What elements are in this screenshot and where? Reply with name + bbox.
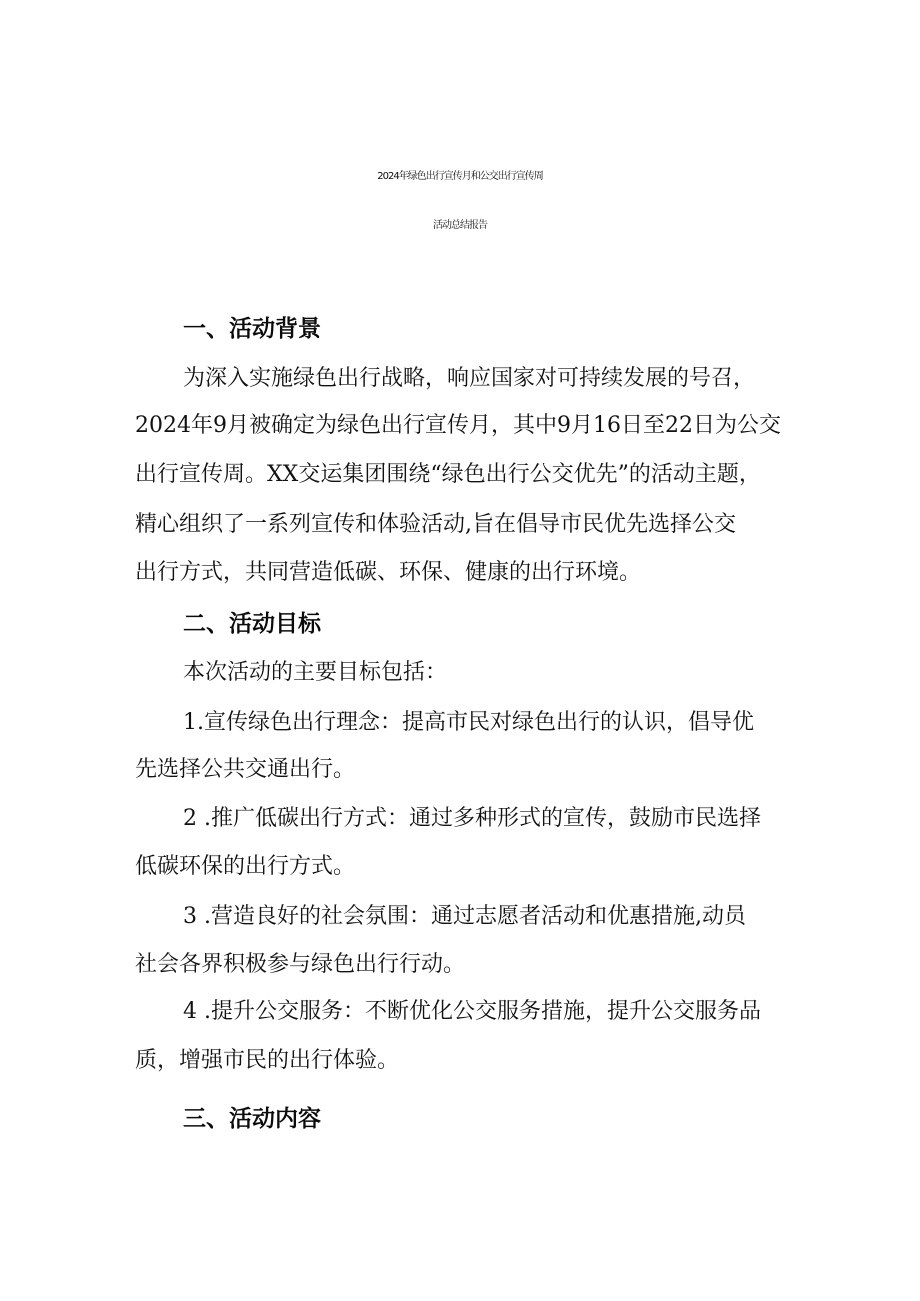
paragraph-line: 2024年9月被确定为绿色出行宣传月，其中9月16日至22日为公交	[135, 413, 781, 438]
goal-item-3-line-2: 社会各界积极参与绿色出行行动。	[135, 952, 466, 977]
goal-item-2-line-2: 低碳环保的出行方式。	[135, 854, 356, 879]
section-heading-background: 一、活动背景	[183, 316, 321, 342]
document-title-line-2: 活动总结报告	[433, 220, 487, 231]
paragraph-line: 出行方式，共同营造低碳、环保、健康的出行环境。	[135, 560, 642, 585]
goal-item-1-line-2: 先选择公共交通出行。	[135, 757, 356, 782]
goal-item-4-line-1: 4 .提升公交服务：不断优化公交服务措施，提升公交服务品	[183, 999, 761, 1024]
goal-item-3-line-1: 3 .营造良好的社会氛围：通过志愿者活动和优惠措施,动员	[183, 904, 746, 929]
goal-item-2-line-1: 2 .推广低碳出行方式：通过多种形式的宣传，鼓励市民选择	[183, 806, 761, 831]
section-heading-goals: 二、活动目标	[183, 611, 321, 637]
paragraph-line: 精心组织了一系列宣传和体验活动,旨在倡导市民优先选择公交	[135, 512, 736, 537]
goal-item-1-line-1: 1.宣传绿色出行理念：提高市民对绿色出行的认识，倡导优	[183, 710, 754, 735]
goals-intro: 本次活动的主要目标包括：	[183, 660, 448, 685]
paragraph-line: 出行宣传周。XX交运集团围绕“绿色出行公交优先”的活动主题，	[135, 462, 761, 487]
document-title-line-1: 2024年绿色出行宣传月和公交出行宣传周	[377, 171, 543, 182]
paragraph-line: 为深入实施绿色出行战略，响应国家对可持续发展的号召，	[183, 366, 756, 391]
section-heading-content: 三、活动内容	[183, 1106, 321, 1132]
goal-item-4-line-2: 质，增强市民的出行体验。	[135, 1048, 400, 1073]
